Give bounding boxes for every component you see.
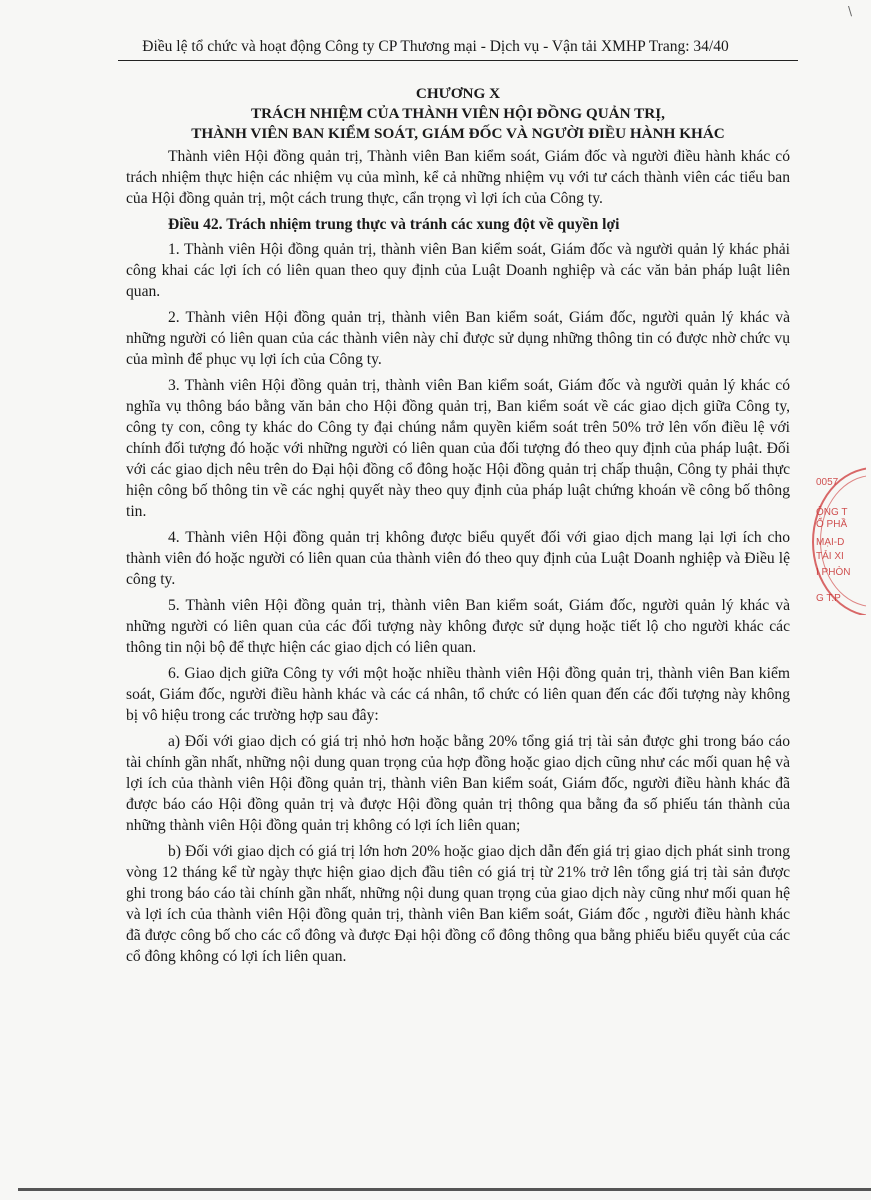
article-title: Điều 42. Trách nhiệm trung thực và tránh các xung đột về quyền lợi <box>168 216 620 233</box>
seal-text: ỘNG T <box>816 507 848 518</box>
header-divider <box>118 60 798 61</box>
chapter-number: CHƯƠNG X <box>415 85 501 102</box>
clause-6b: b) Đối với giao dịch có giá trị lớn hơn 20% hoặc giao dịch dẫn đến giá trị giao dịch phát sinh trong vòng 12 tháng kể từ ngày thực hiện giao dịch đầu tiên có giá trị từ 21% trở lên tổng giá trị tài sản được ghi trong báo cáo tài chính gần nhất, những nội dung quan trọng của giao dịch này cũng như mối quan hệ và lợi ích của thành viên Hội đồng quản trị, thành viên Ban kiểm soát, Giám đốc , người điều hành khác đã được công bố cho các cổ đông và được Đại hội đồng cổ đông thông qua bằng phiếu biểu quyết của các cổ đông không có lợi ích liên quan. <box>126 843 790 965</box>
clause-5: 5. Thành viên Hội đồng quản trị, thành viên Ban kiểm soát, Giám đốc, người quản lý khác và những người có liên quan của các đối tượng này không được sử dụng hoặc tiết lộ cho người khác các thông tin nội bộ để thực hiện các giao dịch có liên quan. <box>126 597 790 656</box>
clause-6a: a) Đối với giao dịch có giá trị nhỏ hơn hoặc bằng 20% tổng giá trị tài sản được ghi trong báo cáo tài chính gần nhất, những nội dung quan trọng của hợp đồng hoặc giao dịch cũng như các mối quan hệ và lợi ích của thành viên Hội đồng quản trị, thành viên Ban kiểm soát, Giám đốc, người điều hành khác đã được báo cáo Hội đồng quản trị và được Hội đồng quản trị thông qua bằng đa số phiếu tán thành của những thành viên Hội đồng quản trị không có lợi ích liên quan; <box>126 733 790 834</box>
seal-text: Ổ PHẦ <box>816 519 848 530</box>
clause-6: 6. Giao dịch giữa Công ty với một hoặc nhiều thành viên Hội đồng quản trị, thành viên Ban kiểm soát, Giám đốc, người điều hành khác và các cá nhân, tổ chức có liên quan đến các đối tượng này không bị vô hiệu trong các trường hợp sau đây: <box>126 665 790 724</box>
seal-text: 0057 <box>816 477 839 488</box>
seal-text: TẢI XI <box>816 551 844 562</box>
company-seal-stamp <box>806 465 866 615</box>
clause-4: 4. Thành viên Hội đồng quản trị không được biểu quyết đối với giao dịch mang lại lợi ích cho thành viên đó hoặc người có liên quan của thành viên đó theo quy định của Luật Doanh nghiệp và Điều lệ công ty. <box>126 529 790 588</box>
chapter-intro-paragraph: Thành viên Hội đồng quản trị, Thành viên Ban kiểm soát, Giám đốc và người điều hành khác có trách nhiệm thực hiện các nhiệm vụ của mình, kể cả những nhiệm vụ với tư cách thành viên các tiểu ban của Hội đồng quản trị, một cách trung thực, cẩn trọng vì lợi ích của Công ty. <box>126 148 790 207</box>
seal-text: I PHÒN <box>816 567 851 578</box>
clause-2: 2. Thành viên Hội đồng quản trị, thành viên Ban kiểm soát, Giám đốc, người quản lý khác và những người có liên quan của các thành viên này chỉ được sử dụng những thông tin có được nhờ chức vụ của mình để phục vụ lợi ích của Công ty. <box>126 309 790 368</box>
scan-corner-mark: \ <box>848 4 853 18</box>
clause-3: 3. Thành viên Hội đồng quản trị, thành viên Ban kiểm soát, Giám đốc và người quản lý khác có nghĩa vụ thông báo bằng văn bản cho Hội đồng quản trị, Ban kiểm soát về các giao dịch giữa Công ty, công ty con, công ty khác do Công ty đại chúng nắm quyền kiểm soát trên 50% trở lên vốn điều lệ với chính đối tượng đó hoặc với những người có liên quan của đối tượng đó theo quy định của pháp luật. Đối với các giao dịch nêu trên do Đại hội đồng cổ đông hoặc Hội đồng quản trị chấp thuận, Công ty phải thực hiện công bố thông tin về các nghị quyết này theo quy định của pháp luật chứng khoán về công bố thông tin. <box>126 377 790 520</box>
seal-text: G T.P <box>816 593 841 604</box>
seal-text: MẠI-D <box>816 537 845 548</box>
document-body <box>126 84 790 972</box>
chapter-title-line-2: THÀNH VIÊN BAN KIỂM SOÁT, GIÁM ĐỐC VÀ NGƯỜI ĐIỀU HÀNH KHÁC <box>191 125 725 142</box>
scan-bottom-edge <box>18 1188 871 1191</box>
clause-1: 1. Thành viên Hội đồng quản trị, thành viên Ban kiểm soát, Giám đốc và người quản lý khác phải công khai các lợi ích có liên quan theo quy định của Luật Doanh nghiệp và các văn bản pháp luật liên quan. <box>126 241 790 300</box>
page-header: Điều lệ tổ chức và hoạt động Công ty CP Thương mại - Dịch vụ - Vận tải XMHP Trang: 34/40 <box>142 38 729 55</box>
chapter-title-line-1: TRÁCH NHIỆM CỦA THÀNH VIÊN HỘI ĐỒNG QUẢN TRỊ, <box>251 105 665 122</box>
